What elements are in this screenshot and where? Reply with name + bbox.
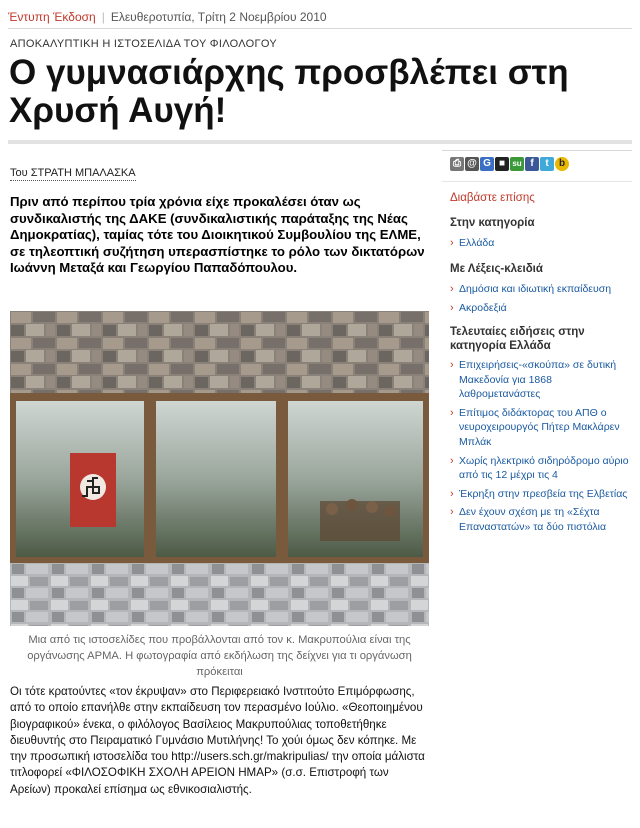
- article-title: Ο γυμνασιάρχης προσβλέπει στη Χρυσή Αυγή!: [9, 53, 569, 130]
- category-list: [450, 236, 632, 255]
- category-link[interactable]: › Ελλάδα: [450, 236, 632, 251]
- print-icon[interactable]: ⎙: [450, 157, 464, 171]
- print-edition-link[interactable]: Έντυπη Έκδοση: [8, 10, 96, 24]
- latest-news-link[interactable]: › Δεν έχουν σχέση με τη «Σέχτα Επαναστατών» τα δύο πιστόλια: [450, 505, 632, 534]
- photo-caption: Μια από τις ιστοσελίδες που προβάλλονται από τον κ. Μακρυπούλια είναι της οργάνωσης ΑΡΜΑ. Η φωτογραφία από εκδήλωση της δείχνει για τι οργάνωση πρόκειται: [27, 634, 412, 678]
- facebook-icon[interactable]: f: [525, 157, 539, 171]
- keyword-list: [450, 282, 632, 319]
- latest-news-link[interactable]: › Επιχειρήσεις-«σκούπα» σε δυτική Μακεδονία για 1868 λαθρομετανάστες: [450, 358, 632, 402]
- latest-news-heading: Τελευταίες ειδήσεις στην κατηγορία Ελλάδα: [450, 326, 585, 352]
- keyword-link[interactable]: › Ακροδεξιά: [450, 301, 632, 316]
- article-kicker: ΑΠΟΚΑΛΥΠΤΙΚΗ Η ΙΣΤΟΣΕΛΙΔΑ ΤΟΥ ΦΙΛΟΛΟΓΟΥ: [10, 38, 278, 50]
- latest-news-link[interactable]: › Έκρηξη στην πρεσβεία της Ελβετίας: [450, 487, 632, 502]
- body-paragraph: Οι τότε κρατούντες «τον έκρυψαν» στο Περιφερειακό Ινστιτούτο Επιμόρφωσης, από το οποίο επανήλθε στην εκπαίδευση τον περασμένο Ιούλιο. «Θεοποιημένου βιογραφικού» ένεκα, ο φιλόλογος Βασίλειος Μακρυπούλιας τοποθετήθηκε διευθυντής στο Πειραματικό Γυμνάσιο Μυτιλήνης! Το χούι όμως δεν κόπηκε. Με την προσωπική ιστοσελίδα του http://users.sch.gr/makripulias/ την οποία μάλιστα τιτλοφορεί «ΦΙΛΟΣΟΦΙΚΗ ΣΧΟΛΗ ΑΡΕΙΟΝ ΗΜΑΡ» (σ.σ. Επιστροφή των Αρείων) προκαλεί επίσημα ως εθνικοσιαλιστής.: [10, 685, 425, 796]
- read-also-heading: Διαβάστε επίσης: [450, 192, 535, 204]
- email-icon[interactable]: @: [465, 157, 479, 171]
- article-photo: [10, 311, 429, 626]
- keywords-heading: Με Λέξεις-κλειδιά: [450, 263, 543, 275]
- category-heading: Στην κατηγορία: [450, 217, 535, 229]
- keyword-link[interactable]: › Δημόσια και ιδιωτική εκπαίδευση: [450, 282, 632, 297]
- byline[interactable]: Του ΣΤΡΑΤΗ ΜΠΑΛΑΣΚΑ: [10, 167, 136, 179]
- stumbleupon-icon[interactable]: su: [510, 157, 524, 171]
- latest-news-list: [450, 358, 632, 539]
- article-lead: Πριν από περίπου τρία χρόνια είχε προκαλέσει όταν ως συνδικαλιστής της ΔΑΚΕ (συνδικαλιστικής παράταξης της Νέας Δημοκρατίας), ταμίας τότε του Διοικητικού Συμβουλίου της ΕΛΜΕ, σε τηλεοπτική συζήτηση υπερασπίστηκε το ρόλο των δικτατόρων Ιωάννη Μεταξά και Γεωργίου Παπαδόπουλου.: [10, 194, 425, 276]
- top-bar: [8, 6, 632, 29]
- latest-news-link[interactable]: › Επίτιμος διδάκτορας του ΑΠΘ ο νευροχειρουργός Πήτερ Μακλάρεν Μπλάκ: [450, 406, 632, 450]
- topbar-separator: |: [101, 10, 105, 24]
- issue-date: Ελευθεροτυπία, Τρίτη 2 Νοεμβρίου 2010: [110, 10, 327, 24]
- latest-news-link[interactable]: › Χωρίς ηλεκτρικό σιδηρόδρομο αύριο από τις 12 μέχρι τις 4: [450, 454, 632, 483]
- twitter-icon[interactable]: t: [540, 157, 554, 171]
- buzz-icon[interactable]: b: [555, 157, 569, 171]
- share-toolbar: [442, 150, 632, 182]
- delicious-icon[interactable]: ■: [495, 157, 509, 171]
- title-divider: [8, 140, 632, 144]
- article-body: [10, 684, 430, 798]
- google-icon[interactable]: G: [480, 157, 494, 171]
- share-tools: [450, 157, 569, 171]
